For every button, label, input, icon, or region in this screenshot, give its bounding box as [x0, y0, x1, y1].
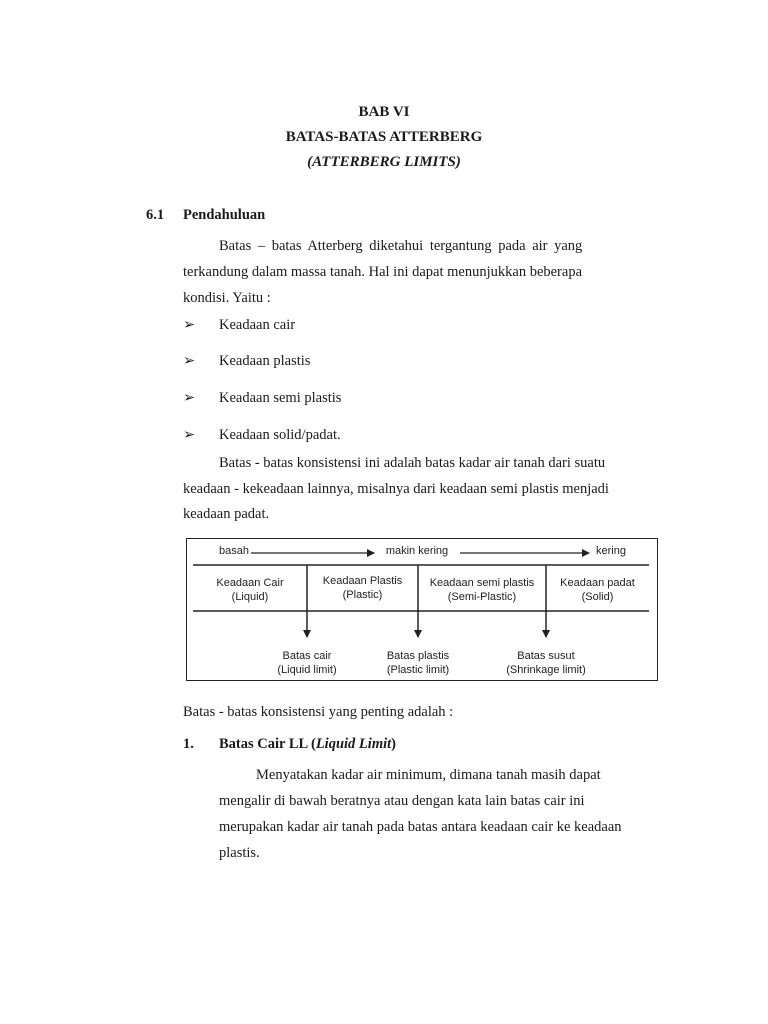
limit-shrinkage-name: Batas susut	[517, 650, 575, 662]
bullet-item-3: Keadaan semi plastis	[219, 390, 342, 406]
section-number: 6.1	[146, 207, 165, 223]
bullet-item-4: Keadaan solid/padat.	[219, 427, 341, 443]
limit-liquid-name: Batas cair	[282, 650, 332, 662]
state-plastic-en: (Plastic)	[342, 589, 383, 601]
item1-title	[219, 736, 396, 753]
bullet-arrow-icon: ➢	[183, 390, 196, 406]
bullet-arrow-icon: ➢	[183, 317, 196, 333]
item1-line-2: mengalir di bawah beratnya atau dengan kata lain batas cair ini	[219, 793, 585, 809]
para2-line-3: keadaan padat.	[183, 506, 270, 522]
chapter-title: BATAS-BATAS ATTERBERG	[285, 129, 483, 145]
limit-liquid-en: (Liquid limit)	[277, 664, 337, 676]
item1-number: 1.	[183, 736, 194, 752]
state-semi-plastic-en: (Semi-Plastic)	[447, 591, 517, 603]
state-solid-name: Keadaan padat	[560, 577, 635, 589]
item1-line-1: Menyatakan kadar air minimum, dimana tanah masih dapat	[256, 767, 601, 783]
para2-line-2: keadaan - kekeadaan lainnya, misalnya dari keadaan semi plastis menjadi	[183, 481, 609, 497]
limit-liquid	[247, 649, 367, 677]
state-semi-plastic	[418, 576, 546, 604]
limit-plastic-en: (Plastic limit)	[386, 664, 450, 676]
state-solid-en: (Solid)	[581, 591, 614, 603]
bullet-arrow-icon: ➢	[183, 427, 196, 443]
atterberg-diagram	[186, 538, 658, 681]
section-title: Pendahuluan	[183, 207, 266, 223]
item1-title-pre: Batas Cair LL (	[219, 736, 316, 752]
label-basah: basah	[219, 545, 249, 557]
bullet-item-2: Keadaan plastis	[219, 353, 311, 369]
label-kering: kering	[596, 545, 626, 557]
item1-title-post: )	[391, 736, 396, 752]
label-makin-kering: makin kering	[375, 544, 459, 558]
intro-line-3: kondisi. Yaitu :	[183, 290, 271, 306]
state-plastic	[307, 574, 418, 602]
item1-title-italic: Liquid Limit	[315, 736, 392, 752]
state-plastic-name: Keadaan Plastis	[322, 575, 403, 587]
para2-line-1: Batas - batas konsistensi ini adalah batas kadar air tanah dari suatu	[219, 455, 606, 471]
item1-line-4: plastis.	[219, 845, 260, 861]
bullet-arrow-icon: ➢	[183, 353, 196, 369]
intro-line-2: terkandung dalam massa tanah. Hal ini dapat menunjukkan beberapa	[183, 264, 583, 280]
state-semi-plastic-name: Keadaan semi plastis	[429, 577, 535, 589]
state-liquid-en: (Liquid)	[231, 591, 269, 603]
limit-shrinkage-en: (Shrinkage limit)	[506, 664, 586, 676]
bullet-item-1: Keadaan cair	[219, 317, 296, 333]
intro-line-1: Batas – batas Atterberg diketahui tergantung pada air yang	[219, 238, 583, 254]
limit-plastic	[358, 649, 478, 677]
item1-line-3: merupakan kadar air tanah pada batas antara keadaan cair ke keadaan	[219, 819, 622, 835]
limit-plastic-name: Batas plastis	[386, 650, 450, 662]
chapter-label: BAB VI	[358, 104, 410, 120]
consistency-intro: Batas - batas konsistensi yang penting adalah :	[183, 704, 454, 720]
state-liquid-name: Keadaan Cair	[216, 577, 284, 589]
state-liquid	[193, 576, 307, 604]
limit-shrinkage	[481, 649, 611, 677]
state-solid	[546, 576, 649, 604]
chapter-subtitle: (ATTERBERG LIMITS)	[307, 154, 461, 170]
